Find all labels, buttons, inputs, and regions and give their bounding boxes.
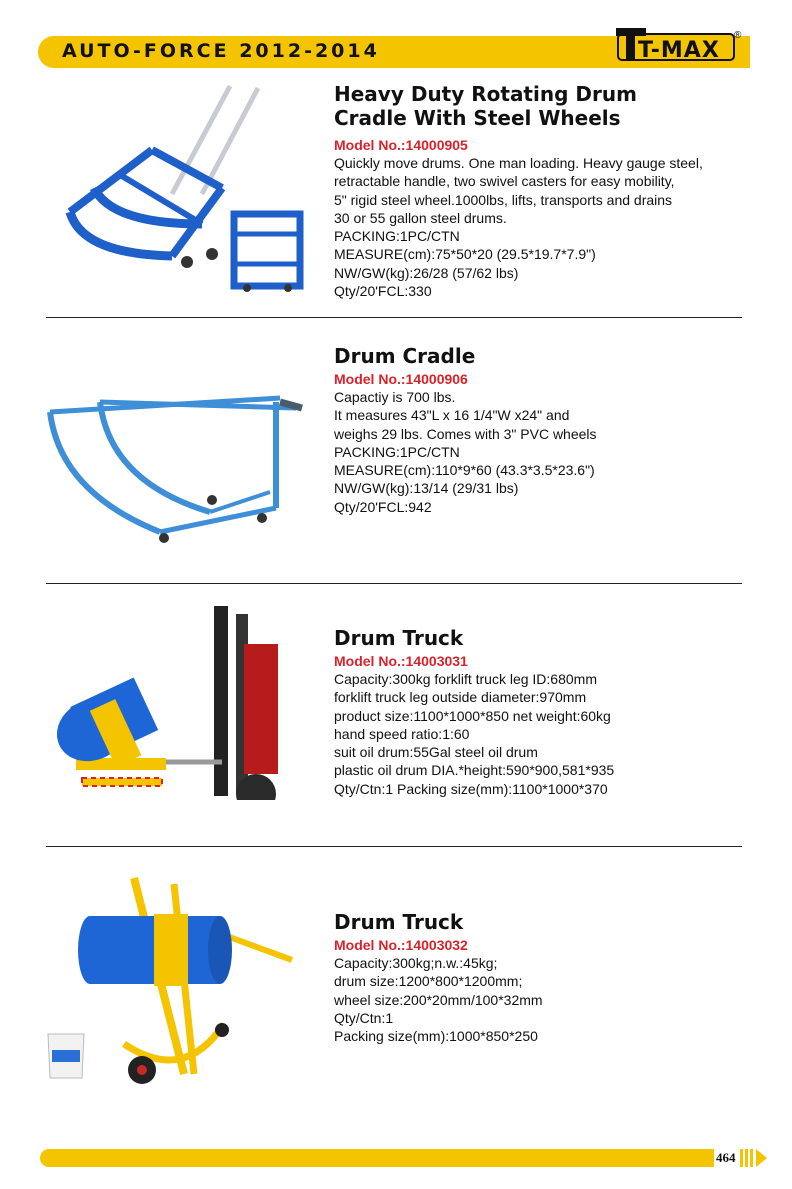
section-divider: [46, 846, 742, 847]
section-divider: [46, 317, 742, 318]
spec-line: Qty/20'FCL:330: [334, 283, 432, 300]
spec-line: Qty/20'FCL:942: [334, 498, 432, 515]
spec-line: product size:1100*1000*850 net weight:60kg: [334, 707, 611, 724]
spec-line: MEASURE(cm):110*9*60 (43.3*3.5*23.6"): [334, 462, 595, 479]
product-title-line: Heavy Duty Rotating Drum: [334, 82, 637, 106]
spec-line: suit oil drum:55Gal steel oil drum: [334, 744, 538, 761]
hand-drum-truck-image: [44, 874, 296, 1098]
spec-line: Qty/Ctn:1 Packing size(mm):1100*1000*370: [334, 780, 608, 797]
logo-text: T-MAX: [638, 38, 720, 63]
product-title-line: Cradle With Steel Wheels: [334, 106, 621, 130]
header-title: AUTO-FORCE 2012-2014: [62, 40, 380, 62]
model-number: Model No.:14003032: [334, 937, 468, 953]
page-number: 464: [716, 1150, 736, 1165]
spec-line: Quickly move drums. One man loading. Heavy gauge steel,: [334, 155, 703, 171]
spec-line: PACKING:1PC/CTN: [334, 228, 460, 245]
spec-line: forklift truck leg outside diameter:970mm: [334, 689, 587, 706]
spec-line: 30 or 55 gallon steel drums.: [334, 209, 507, 226]
product-title-line: Drum Truck: [334, 910, 464, 934]
model-number: Model No.:14000906: [334, 371, 468, 387]
forklift-drum-truck-image: [46, 604, 280, 814]
spec-line: Qty/Ctn:1: [334, 1009, 394, 1026]
spec-line: wheel size:200*20mm/100*32mm: [334, 991, 543, 1008]
spec-line: Packing size(mm):1000*850*250: [334, 1028, 538, 1045]
section-divider: [46, 583, 742, 584]
model-number: Model No.:14003031: [334, 653, 468, 669]
spec-line: MEASURE(cm):75*50*20 (29.5*19.7*7.9"): [334, 246, 596, 263]
spec-line: 5" rigid steel wheel.1000lbs, lifts, transports and drains: [334, 191, 673, 208]
spec-line: retractable handle, two swivel casters for easy mobility,: [334, 173, 675, 190]
chevron-right-icon: [740, 1149, 768, 1167]
spec-line: hand speed ratio:1:60: [334, 725, 470, 742]
spec-line: Capacity:300kg;n.w.:45kg;: [334, 955, 498, 971]
registered-mark: ®: [734, 30, 742, 41]
spec-line: NW/GW(kg):26/28 (57/62 lbs): [334, 264, 519, 281]
spec-line: drum size:1200*800*1200mm;: [334, 973, 523, 990]
drum-cradle-image: [40, 372, 312, 544]
spec-line: NW/GW(kg):13/14 (29/31 lbs): [334, 480, 519, 497]
product-title-line: Drum Truck: [334, 626, 464, 650]
footer-bar: [40, 1149, 714, 1167]
spec-line: Capacity:300kg forklift truck leg ID:680mm: [334, 671, 597, 687]
model-number: Model No.:14000905: [334, 137, 468, 153]
rotating-drum-cradle-image: [52, 84, 314, 294]
spec-line: It measures 43"L x 16 1/4"W x24" and: [334, 407, 570, 424]
spec-line: weighs 29 lbs. Comes with 3" PVC wheels: [334, 425, 597, 442]
spec-line: PACKING:1PC/CTN: [334, 443, 460, 460]
spec-line: plastic oil drum DIA.*height:590*900,581*935: [334, 762, 615, 779]
spec-line: Capactiy is 700 lbs.: [334, 389, 456, 405]
product-title-line: Drum Cradle: [334, 344, 476, 368]
